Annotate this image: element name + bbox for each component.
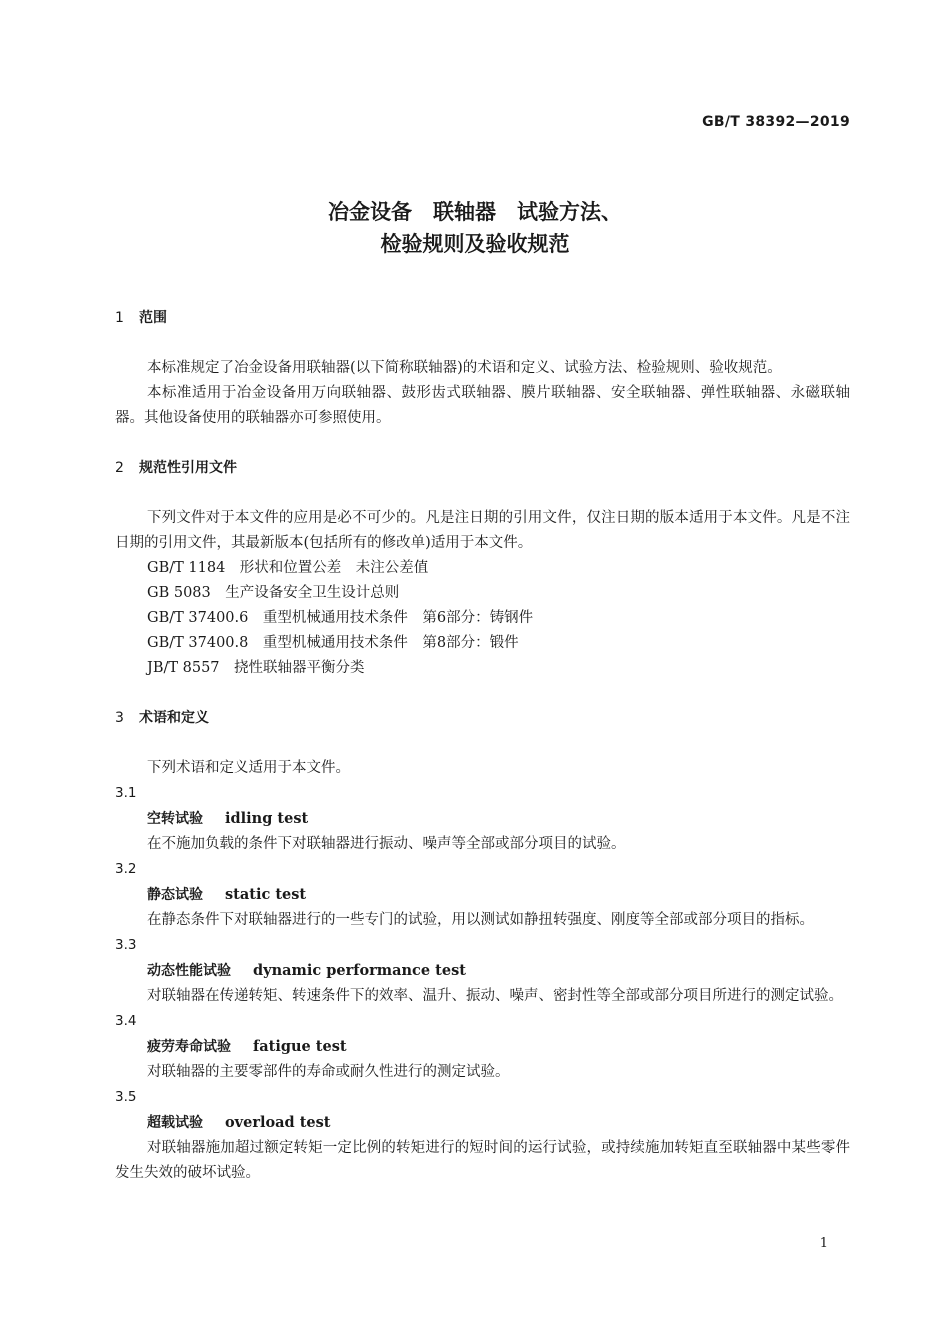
term-number: 3.3 bbox=[115, 937, 137, 953]
term-en: static test bbox=[225, 886, 307, 903]
page-number: 1 bbox=[819, 1236, 828, 1251]
section-number: 1 bbox=[115, 310, 124, 326]
term-definition: 在静态条件下对联轴器进行的一些专门的试验，用以测试如静扭转强度、刚度等全部或部分项目的指标。 bbox=[147, 912, 814, 928]
document-title bbox=[0, 196, 950, 260]
paragraph: 本标准适用于冶金设备用万向联轴器、鼓形齿式联轴器、膜片联轴器、安全联轴器、弹性联轴器、永磁联轴器。其他设备使用的联轴器亦可参照使用。 bbox=[115, 385, 850, 426]
standard-number: GB/T 38392—2019 bbox=[702, 114, 850, 130]
title-line-1: 冶金设备 联轴器 试验方法、 bbox=[328, 200, 622, 224]
paragraph: 下列术语和定义适用于本文件。 bbox=[147, 760, 350, 776]
reference-item: GB 5083 生产设备安全卫生设计总则 bbox=[147, 585, 400, 601]
reference-item: GB/T 37400.6 重型机械通用技术条件 第6部分：铸钢件 bbox=[147, 610, 534, 626]
term-zh: 空转试验 bbox=[147, 811, 203, 827]
term-en: overload test bbox=[225, 1114, 331, 1131]
section-title: 范围 bbox=[139, 310, 167, 326]
title-line-2: 检验规则及验收规范 bbox=[380, 232, 570, 256]
term-definition: 对联轴器的主要零部件的寿命或耐久性进行的测定试验。 bbox=[147, 1064, 510, 1080]
term-zh: 疲劳寿命试验 bbox=[147, 1039, 231, 1055]
term-number: 3.4 bbox=[115, 1013, 137, 1029]
term-definition: 对联轴器在传递转矩、转速条件下的效率、温升、振动、噪声、密封性等全部或部分项目所进行的测定试验。 bbox=[147, 988, 843, 1004]
section-title: 术语和定义 bbox=[139, 710, 209, 726]
term-heading bbox=[115, 1110, 850, 1136]
term-number: 3.5 bbox=[115, 1089, 137, 1105]
reference-item: GB/T 37400.8 重型机械通用技术条件 第8部分：锻件 bbox=[147, 635, 519, 651]
reference-item: JB/T 8557 挠性联轴器平衡分类 bbox=[147, 660, 365, 676]
term-zh: 动态性能试验 bbox=[147, 963, 231, 979]
term-en: fatigue test bbox=[253, 1038, 347, 1055]
section-1-heading bbox=[115, 306, 850, 331]
term-number: 3.2 bbox=[115, 861, 137, 877]
term-zh: 静态试验 bbox=[147, 887, 203, 903]
section-3-heading bbox=[115, 706, 850, 731]
section-2-heading bbox=[115, 456, 850, 481]
term-heading bbox=[115, 882, 850, 908]
section-title: 规范性引用文件 bbox=[139, 460, 237, 476]
term-zh: 超载试验 bbox=[147, 1115, 203, 1131]
section-number: 2 bbox=[115, 460, 124, 476]
document-body bbox=[115, 306, 850, 1186]
paragraph: 下列文件对于本文件的应用是必不可少的。凡是注日期的引用文件，仅注日期的版本适用于本文件。凡是不注日期的引用文件，其最新版本(包括所有的修改单)适用于本文件。 bbox=[115, 510, 850, 551]
reference-item: GB/T 1184 形状和位置公差 未注公差值 bbox=[147, 560, 429, 576]
term-en: dynamic performance test bbox=[253, 962, 466, 979]
term-heading bbox=[115, 1034, 850, 1060]
term-heading bbox=[115, 806, 850, 832]
term-heading bbox=[115, 958, 850, 984]
term-en: idling test bbox=[225, 810, 309, 827]
section-number: 3 bbox=[115, 710, 124, 726]
term-number: 3.1 bbox=[115, 785, 137, 801]
paragraph: 本标准规定了冶金设备用联轴器(以下简称联轴器)的术语和定义、试验方法、检验规则、验收规范。 bbox=[147, 360, 782, 376]
term-definition: 对联轴器施加超过额定转矩一定比例的转矩进行的短时间的运行试验，或持续施加转矩直至联轴器中某些零件发生失效的破坏试验。 bbox=[115, 1140, 850, 1181]
term-definition: 在不施加负载的条件下对联轴器进行振动、噪声等全部或部分项目的试验。 bbox=[147, 836, 626, 852]
